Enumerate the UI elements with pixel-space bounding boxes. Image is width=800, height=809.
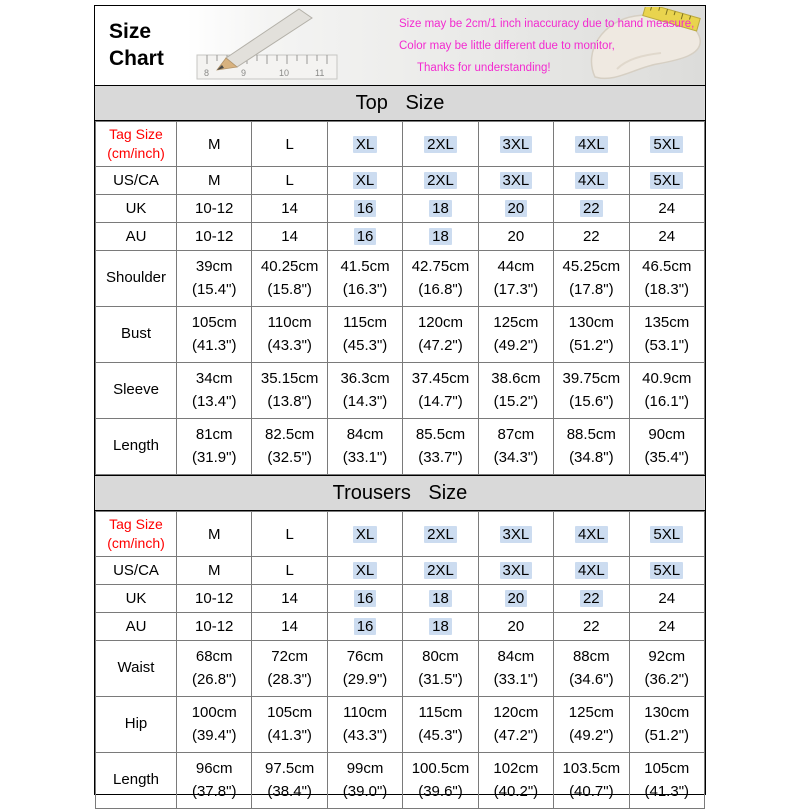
size-cell: 3XL [478,557,553,585]
measure-cell: 90cm (35.4") [629,419,704,475]
size-cell: 10-12 [177,613,252,641]
size-cell: 20 [478,585,553,613]
row-label: Tag Size (cm/inch) [96,122,177,167]
measure-cell: 96cm (37.8") [177,753,252,809]
ruler-number: 8 [204,68,210,78]
measure-cell: 39.75cm (15.6") [554,363,629,419]
size-cell: 10-12 [177,195,252,223]
ruler-number: 9 [241,68,247,78]
note-line: Thanks for understanding! [417,62,551,74]
size-cell: 10-12 [177,223,252,251]
row-label: Length [96,753,177,809]
row-label: Length [96,419,177,475]
size-cell: 18 [403,223,478,251]
measure-cell: 40.9cm (16.1") [629,363,704,419]
size-tables [95,85,705,809]
size-cell: 18 [403,585,478,613]
size-chart-sheet [94,5,706,800]
size-cell: 3XL [478,512,553,557]
measure-cell: 110cm (43.3") [327,697,402,753]
size-cell: 4XL [554,167,629,195]
row-label: US/CA [96,167,177,195]
measure-cell: 105cm (41.3") [177,307,252,363]
size-cell: 3XL [478,122,553,167]
measure-cell: 34cm (13.4") [177,363,252,419]
size-cell: XL [327,557,402,585]
measure-cell: 40.25cm (15.8") [252,251,327,307]
measure-cell: 88cm (34.6") [554,641,629,697]
table-row [96,223,705,251]
measure-cell: 125cm (49.2") [554,697,629,753]
note-line: Size may be 2cm/1 inch inaccuracy due to hand measure, [399,18,695,30]
size-cell: 22 [554,613,629,641]
size-cell: 16 [327,195,402,223]
size-cell: 22 [554,585,629,613]
measure-cell: 84cm (33.1") [327,419,402,475]
measure-cell: 87cm (34.3") [478,419,553,475]
measure-cell: 41.5cm (16.3") [327,251,402,307]
size-cell: 16 [327,223,402,251]
row-label: Tag Size (cm/inch) [96,512,177,557]
size-cell: 14 [252,195,327,223]
row-label: UK [96,195,177,223]
measure-cell: 130cm (51.2") [629,697,704,753]
size-cell: M [177,167,252,195]
table-row [96,167,705,195]
measure-cell: 37.45cm (14.7") [403,363,478,419]
ruler-number: 10 [279,68,290,78]
table-row [96,753,705,809]
table-row [96,251,705,307]
size-cell: 2XL [403,167,478,195]
size-cell: 24 [629,613,704,641]
row-label: AU [96,613,177,641]
size-cell: 3XL [478,167,553,195]
header-photo-area [187,6,705,85]
table-row [96,419,705,475]
size-cell: 14 [252,613,327,641]
size-cell: 14 [252,585,327,613]
size-cell: 24 [629,195,704,223]
size-cell: 14 [252,223,327,251]
table-row [96,697,705,753]
measure-cell: 76cm (29.9") [327,641,402,697]
size-cell: 22 [554,223,629,251]
header [95,6,705,85]
size-cell: 18 [403,195,478,223]
size-cell: 4XL [554,557,629,585]
measure-cell: 45.25cm (17.8") [554,251,629,307]
size-cell: 10-12 [177,585,252,613]
ruler-number: 11 [315,68,325,78]
measure-cell: 35.15cm (13.8") [252,363,327,419]
measure-notes [399,13,694,79]
size-cell: 5XL [629,557,704,585]
measure-cell: 102cm (40.2") [478,753,553,809]
measure-cell: 103.5cm (40.7") [554,753,629,809]
measure-cell: 85.5cm (33.7") [403,419,478,475]
size-cell: 2XL [403,557,478,585]
measure-cell: 97.5cm (38.4") [252,753,327,809]
measure-cell: 115cm (45.3") [403,697,478,753]
size-cell: XL [327,167,402,195]
table-row [96,122,705,167]
size-cell: M [177,512,252,557]
measure-cell: 110cm (43.3") [252,307,327,363]
row-label: Waist [96,641,177,697]
size-cell: 18 [403,613,478,641]
table-row [96,307,705,363]
size-cell: 20 [478,613,553,641]
measure-cell: 105cm (41.3") [629,753,704,809]
note-line: Color may be little different due to monitor, [399,40,615,52]
measure-cell: 80cm (31.5") [403,641,478,697]
measure-cell: 92cm (36.2") [629,641,704,697]
size-cell: 22 [554,195,629,223]
title-block [95,6,187,85]
table-row [96,363,705,419]
table-row [96,512,705,557]
size-cell: M [177,557,252,585]
measure-cell: 130cm (51.2") [554,307,629,363]
measure-cell: 100.5cm (39.6") [403,753,478,809]
size-cell: 4XL [554,512,629,557]
size-cell: L [252,512,327,557]
size-cell: 16 [327,585,402,613]
table-row [96,195,705,223]
measure-cell: 120cm (47.2") [478,697,553,753]
measure-cell: 46.5cm (18.3") [629,251,704,307]
measure-cell: 120cm (47.2") [403,307,478,363]
size-cell: XL [327,512,402,557]
size-cell: 24 [629,223,704,251]
size-cell: L [252,557,327,585]
row-label: Shoulder [96,251,177,307]
measure-cell: 100cm (39.4") [177,697,252,753]
table-row [96,641,705,697]
size-cell: XL [327,122,402,167]
size-cell: L [252,167,327,195]
size-cell: M [177,122,252,167]
row-label: UK [96,585,177,613]
measure-cell: 72cm (28.3") [252,641,327,697]
size-cell: 5XL [629,512,704,557]
measure-cell: 99cm (39.0") [327,753,402,809]
measure-cell: 42.75cm (16.8") [403,251,478,307]
measure-cell: 68cm (26.8") [177,641,252,697]
size-cell: 2XL [403,122,478,167]
measure-cell: 81cm (31.9") [177,419,252,475]
size-cell: 16 [327,613,402,641]
measure-cell: 39cm (15.4") [177,251,252,307]
row-label: Sleeve [96,363,177,419]
row-label: US/CA [96,557,177,585]
measure-cell: 88.5cm (34.8") [554,419,629,475]
table-trousers-size [95,511,705,809]
measure-cell: 82.5cm (32.5") [252,419,327,475]
measure-cell: 38.6cm (15.2") [478,363,553,419]
measure-cell: 36.3cm (14.3") [327,363,402,419]
size-cell: 5XL [629,122,704,167]
row-label: Hip [96,697,177,753]
size-cell: 24 [629,585,704,613]
size-cell: 2XL [403,512,478,557]
measure-cell: 44cm (17.3") [478,251,553,307]
table-row [96,557,705,585]
row-label: Bust [96,307,177,363]
measure-cell: 135cm (53.1") [629,307,704,363]
table-row [96,613,705,641]
size-cell: 20 [478,195,553,223]
section-title-top-size: Top Size [95,85,705,121]
pencil-ruler-icon [195,8,345,84]
page-title: Size Chart [109,20,164,70]
measure-cell: 115cm (45.3") [327,307,402,363]
size-cell: 20 [478,223,553,251]
table-row [96,585,705,613]
size-cell: L [252,122,327,167]
row-label: AU [96,223,177,251]
size-cell: 5XL [629,167,704,195]
table-top-size [95,121,705,475]
measure-cell: 105cm (41.3") [252,697,327,753]
measure-cell: 84cm (33.1") [478,641,553,697]
section-title-trousers-size: Trousers Size [95,475,705,511]
measure-cell: 125cm (49.2") [478,307,553,363]
size-cell: 4XL [554,122,629,167]
